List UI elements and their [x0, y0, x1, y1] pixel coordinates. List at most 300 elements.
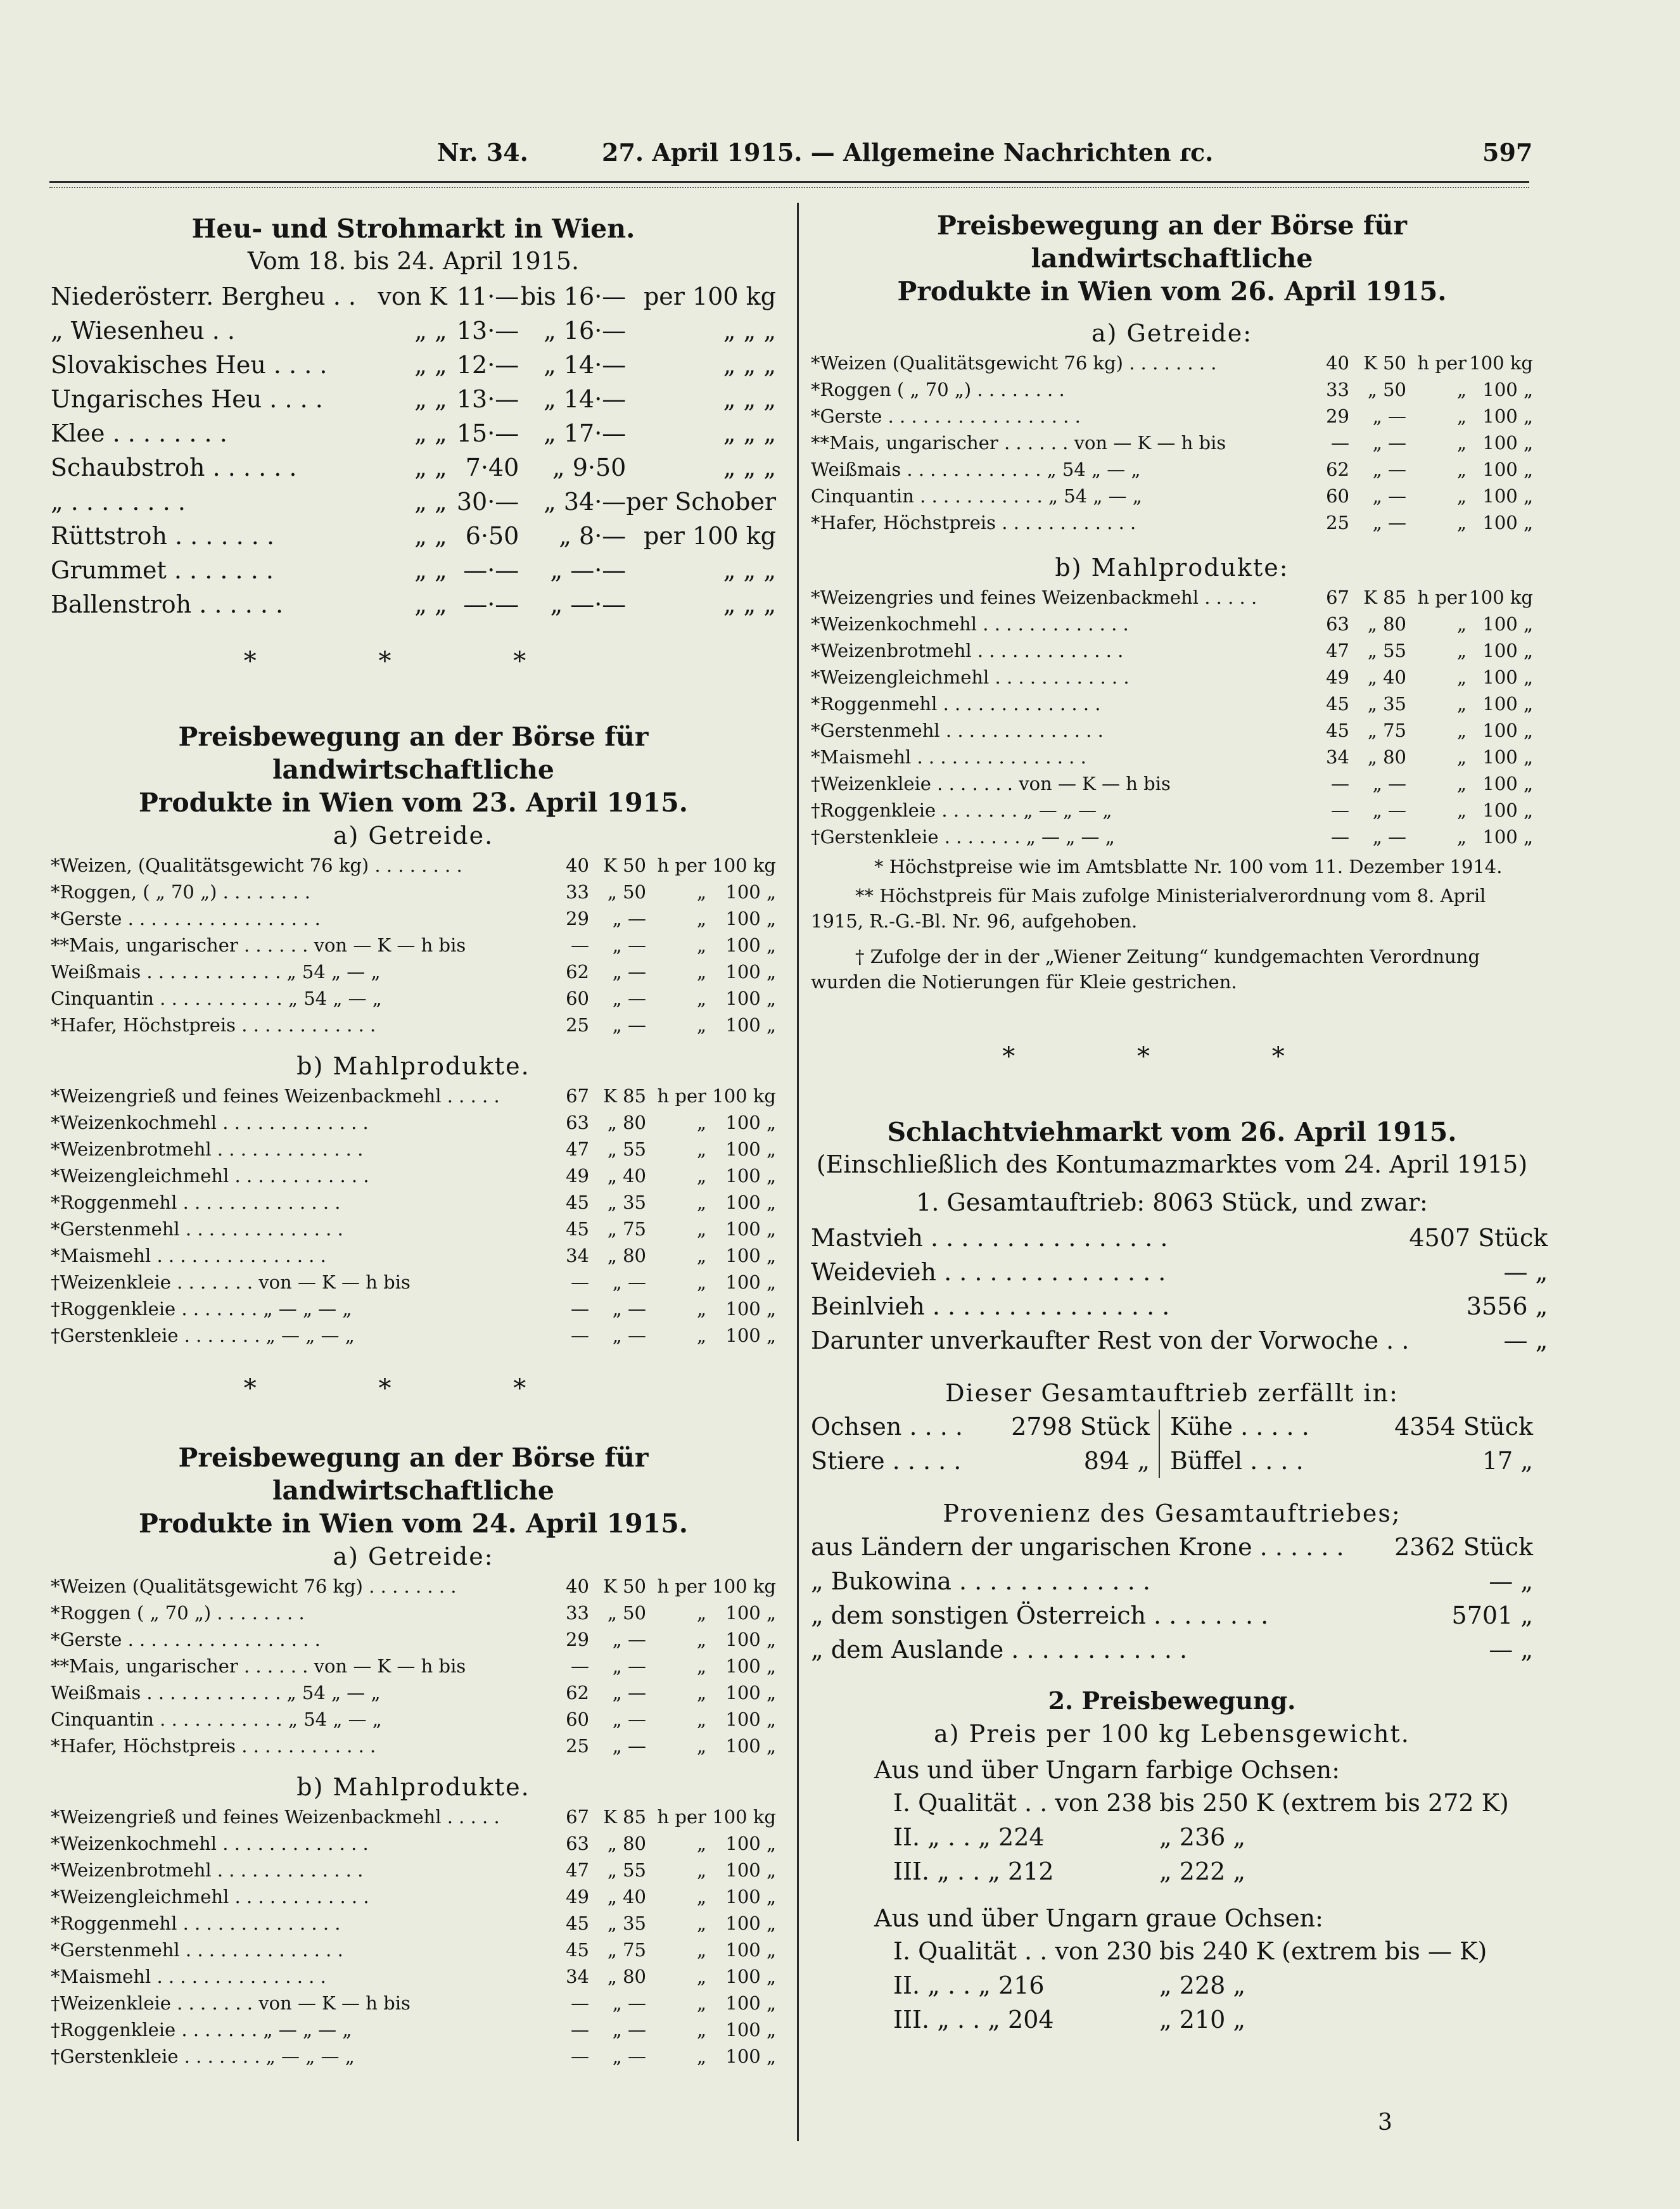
p26-getreide-row-cell: 100 „	[1482, 432, 1533, 454]
p24-mahl-row-cell: 67	[566, 1806, 589, 1828]
p26-getreide-row-cell: „	[1456, 405, 1467, 427]
p26-mahl-row-cell: „	[1456, 693, 1467, 715]
p24-mahl-row	[51, 1963, 776, 1990]
p24-getreide-row-cell: *Gerste . . . . . . . . . . . . . . . . .	[51, 1629, 321, 1650]
p24-mahl-row	[51, 1910, 776, 1937]
p24-mahl-row-cell: „ 80	[607, 1833, 646, 1854]
p26-getreide-row	[811, 350, 1533, 376]
p24-mahl-row-cell: „ 40	[607, 1886, 646, 1907]
hay-row-cell: Ungarisches Heu . . . .	[51, 385, 323, 413]
p24-mahl-row-cell: 100 „	[725, 1992, 776, 2014]
p23-getreide-row-cell: 100 kg	[712, 855, 776, 876]
p23-mahl-row-cell: 45	[566, 1192, 589, 1213]
p23-mahl-row-cell: *Weizengleichmehl . . . . . . . . . . . .	[51, 1165, 369, 1187]
p24-mahl-row-cell: —	[571, 1992, 589, 2014]
hay-row	[51, 416, 776, 450]
p23-getreide-row	[51, 852, 776, 879]
p26-getreide-row	[811, 376, 1533, 403]
p26-mahl-row	[811, 797, 1533, 824]
p26-getreide-row	[811, 430, 1533, 456]
p26-mahl-row-cell: 45	[1326, 693, 1349, 715]
p24-mahl-row	[51, 1804, 776, 1830]
p26-mahl-row-cell: †Roggenkleie . . . . . . . „ — „ — „	[811, 799, 1112, 821]
p23-getreide-row-cell: „	[696, 961, 706, 983]
p26-mahl-row-cell: 100 „	[1482, 613, 1533, 635]
hay-row-cell: „ „	[414, 488, 447, 516]
p26-mahl-row-cell: „ —	[1372, 826, 1406, 848]
p26-getreide-row-cell: 60	[1326, 485, 1349, 507]
grau-row-cell: „ 210 „	[1159, 2006, 1246, 2034]
hay-row-cell: „ 9·50	[552, 454, 627, 481]
hay-row-cell: Schaubstroh . . . . . .	[51, 454, 297, 481]
p23-getreide-row	[51, 1012, 776, 1038]
p24-getreide-row-cell: 33	[566, 1602, 589, 1624]
hay-row	[51, 587, 776, 621]
hay-row-cell: „ . . . . . . . .	[51, 488, 186, 516]
vieh-prov-row-cell: 2362 Stück	[1394, 1533, 1533, 1561]
p23-getreide-row-cell: „	[696, 988, 706, 1009]
p26-note-3: † Zufolge der in der „Wiener Zeitung“ kundgemachten Verordnung wurden die Notierungen für Kleie gestrichen.	[811, 946, 1480, 993]
farbig-heading: Aus und über Ungarn farbige Ochsen:	[874, 1756, 1340, 1784]
p24-getreide-row-cell: „	[696, 1602, 706, 1624]
p26-mahl-row-cell: *Roggenmehl . . . . . . . . . . . . . .	[811, 693, 1101, 715]
hay-row-cell: „ „ „	[723, 454, 776, 481]
p26-mahl-row-cell: *Weizenkochmehl . . . . . . . . . . . . .	[811, 613, 1129, 635]
p26-getreide-row-cell: „	[1456, 512, 1467, 533]
hay-row-cell: „ „	[414, 385, 447, 413]
p23-title-2: Produkte in Wien vom 23. April 1915.	[138, 787, 688, 818]
hay-row	[51, 279, 776, 314]
p23-mahl-row-cell: 100 „	[725, 1165, 776, 1187]
p23-getreide-row-cell: *Hafer, Höchstpreis . . . . . . . . . . . .	[51, 1014, 376, 1036]
vieh-auftrieb: 1. Gesamtauftrieb: 8063 Stück, und zwar:	[916, 1188, 1428, 1216]
p23-mahl-row-cell: 63	[566, 1112, 589, 1133]
p26-mahl-row-cell: *Weizengries und feines Weizenbackmehl . . . . .	[811, 587, 1257, 608]
vieh-prov-row	[811, 1530, 1533, 1564]
p23-mahl-row-cell: „	[696, 1325, 706, 1346]
p23-getreide-row	[51, 879, 776, 905]
p24-getreide-row-cell: —	[571, 1655, 589, 1677]
grau-row-cell: bis 240 K (extrem bis — K)	[1159, 1937, 1487, 1965]
p23-getreide-row-cell: „ 50	[607, 881, 646, 903]
p26-mahl-row-cell: „ 35	[1367, 693, 1406, 715]
p23-mahl-row-cell: 100 kg	[712, 1085, 776, 1107]
p23-mahl-row-cell: „ —	[612, 1298, 646, 1320]
vieh-provenienz: Provenienz des Gesamtauftriebes;	[943, 1499, 1401, 1527]
hay-row-cell: „ 16·—	[544, 317, 627, 345]
p24-mahl-row	[51, 1857, 776, 1883]
p24-mahl-row-cell: 100 „	[725, 1939, 776, 1961]
hay-row-cell: Niederösterr. Bergheu . .	[51, 283, 356, 310]
p26-getreide-row-cell: „	[1456, 379, 1467, 400]
p24-getreide-row	[51, 1733, 776, 1759]
p26-mahl-table	[811, 584, 1533, 850]
p26-mahl-row-cell: h per	[1417, 587, 1467, 608]
p24-mahl-row-cell: h per	[657, 1806, 706, 1828]
p26-mahl-row-cell: *Gerstenmehl . . . . . . . . . . . . . .	[811, 720, 1104, 741]
p24-getreide-row-cell: 100 „	[725, 1629, 776, 1650]
signature-mark: 3	[1378, 2110, 1392, 2136]
hay-row-cell: 15·—	[456, 419, 519, 447]
hay-row-cell: 6·50	[465, 522, 519, 550]
p23-mahl-row-cell: 34	[566, 1245, 589, 1266]
vieh-row-cell: Beinlvieh . . . . . . . . . . . . . . . .	[811, 1292, 1170, 1320]
hay-row-cell: Grummet . . . . . . .	[51, 556, 274, 584]
farbig-row-cell: I. Qualität . . von 238	[893, 1789, 1152, 1817]
p23-mahl-row-cell: 100 „	[725, 1218, 776, 1240]
p24-mahl-row-cell: „	[696, 1992, 706, 2014]
p23-title-1: Preisbewegung an der Börse für landwirtschaftliche	[178, 722, 649, 785]
hay-row-cell: „ „ „	[723, 419, 776, 447]
p26-getreide-row-cell: —	[1331, 432, 1349, 454]
p24-mahl-row-cell: 100 „	[725, 1913, 776, 1934]
p24-mahl-row-cell: K 85	[603, 1806, 646, 1828]
hay-row-cell: „ „	[414, 556, 447, 584]
p23-mahl-row-cell: *Weizengrieß und feines Weizenbackmehl . . . . .	[51, 1085, 500, 1107]
farbig-row-cell: bis 250 K (extrem bis 272 K)	[1159, 1789, 1509, 1817]
p26-getreide-table	[811, 350, 1533, 536]
hay-row	[51, 485, 776, 519]
hay-row-cell: Ballenstroh . . . . . .	[51, 590, 284, 618]
hay-row-cell: 30·—	[456, 488, 519, 516]
p26-mahl-row-cell: 45	[1326, 720, 1349, 741]
p26-getreide-row-cell: „	[1456, 432, 1467, 454]
grau-row	[893, 1968, 1527, 2002]
p24-mahl-row-cell: „ 35	[607, 1913, 646, 1934]
p26-note-2: ** Höchstpreis für Mais zufolge Ministerialverordnung vom 8. April 1915, R.-G.-Bl. Nr. 96, aufgehoben.	[811, 885, 1486, 932]
p24-getreide-row-cell: 29	[566, 1629, 589, 1650]
vieh-row-cell: — „	[1503, 1258, 1548, 1286]
p24-mahl-row	[51, 1883, 776, 1910]
p26-getreide-row-cell: *Weizen (Qualitätsgewicht 76 kg) . . . . . . . .	[811, 352, 1217, 374]
hay-row	[51, 348, 776, 382]
grau-row-cell: II. „ . . „ 216	[893, 1971, 1045, 1999]
p23-getreide-row-cell: 29	[566, 908, 589, 929]
p26-mahl-row-cell: „ 75	[1367, 720, 1406, 741]
p24-title-1: Preisbewegung an der Börse für landwirtschaftliche	[178, 1442, 649, 1506]
p26-mahl-row-cell: 100 „	[1482, 666, 1533, 688]
vieh-prov-row-cell: aus Ländern der ungarischen Krone . . . . . .	[811, 1533, 1344, 1561]
p23-mahl-row-cell: —	[571, 1325, 589, 1346]
hay-row-cell: Slovakisches Heu . . . .	[51, 351, 328, 379]
p23-getreide-row-cell: „	[696, 934, 706, 956]
vieh-split-row-cell: 17 „	[1482, 1447, 1533, 1475]
p24-getreide-row-cell: K 50	[603, 1576, 646, 1597]
p23-mahl-row-cell: „	[696, 1245, 706, 1266]
p24-mahl-row-cell: 47	[566, 1859, 589, 1881]
p24-mahl-row-cell: „	[696, 1966, 706, 1987]
p26-mahl-row-cell: 100 „	[1482, 640, 1533, 661]
p26-getreide-row-cell: „	[1456, 485, 1467, 507]
p26-getreide-row-cell: „ —	[1372, 485, 1406, 507]
p23-mahl-row	[51, 1083, 776, 1109]
p26-mahl-row-cell: 47	[1326, 640, 1349, 661]
farbig-row	[893, 1786, 1527, 1820]
farbig-row	[893, 1854, 1527, 1888]
p26-getreide-row-cell: h per	[1417, 352, 1467, 374]
vieh-prov-row-cell: „ dem Auslande . . . . . . . . . . . .	[811, 1636, 1188, 1664]
hay-row-cell: Klee . . . . . . . .	[51, 419, 227, 447]
p23-mahl-row-cell: „	[696, 1298, 706, 1320]
p23-getreide-row-cell: 100 „	[725, 961, 776, 983]
p23-getreide-row-cell: 25	[566, 1014, 589, 1036]
p23-mahl-row-cell: „ 80	[607, 1112, 646, 1133]
p23-mahl-row-cell: „	[696, 1271, 706, 1293]
vieh-split-row	[811, 1410, 1533, 1444]
vieh-prov-row-cell: „ dem sonstigen Österreich . . . . . . . .	[811, 1601, 1269, 1629]
p23-getreide-row-cell: *Weizen, (Qualitätsgewicht 76 kg) . . . . . . . .	[51, 855, 462, 876]
p24-getreide-row-cell: 100 „	[725, 1602, 776, 1624]
p26-getreide-row-cell: *Roggen ( „ 70 „) . . . . . . . .	[811, 379, 1065, 400]
hay-row-cell: „ 17·—	[544, 419, 627, 447]
p23-mahl-row-cell: „ 75	[607, 1218, 646, 1240]
hay-row-cell: „ „	[414, 419, 447, 447]
p23-mahl-row-cell: „ 40	[607, 1165, 646, 1187]
vieh-row-cell: 4507 Stück	[1409, 1224, 1548, 1252]
header-rule	[49, 181, 1529, 188]
p24-getreide-row-cell: „ 50	[607, 1602, 646, 1624]
p23-getreide-table	[51, 852, 776, 1038]
hay-row-cell: „ 14·—	[544, 385, 627, 413]
p23-getreide-row-cell: „ —	[612, 988, 646, 1009]
left-column	[51, 212, 776, 2070]
p26-getreide-row-cell: „ —	[1372, 432, 1406, 454]
p23-mahl-heading: b) Mahlprodukte.	[296, 1052, 530, 1080]
p26-mahl-row-cell: „	[1456, 666, 1467, 688]
p24-getreide-row-cell: *Weizen (Qualitätsgewicht 76 kg) . . . . . . . .	[51, 1576, 457, 1597]
p24-mahl-row-cell: „	[696, 2019, 706, 2040]
p24-mahl-row-cell: —	[571, 2046, 589, 2067]
column-divider	[797, 203, 799, 2141]
p24-getreide-row-cell: Cinquantin . . . . . . . . . . . „ 54 „ — „	[51, 1709, 382, 1730]
p26-getreide-row	[811, 483, 1533, 509]
p23-getreide-row-cell: h per	[657, 855, 706, 876]
p26-getreide-row-cell: 29	[1326, 405, 1349, 427]
hay-row-cell: Rüttstroh . . . . . . .	[51, 522, 275, 550]
p23-getreide-row-cell: 100 „	[725, 934, 776, 956]
hay-row-cell: —·—	[463, 556, 519, 584]
vieh-title: Schlachtviehmarkt vom 26. April 1915.	[887, 1117, 1457, 1147]
hay-row-cell: 13·—	[456, 317, 519, 345]
p26-mahl-row-cell: †Gerstenkleie . . . . . . . „ — „ — „	[811, 826, 1115, 848]
p24-getreide-row-cell: „	[696, 1682, 706, 1703]
p24-getreide-row	[51, 1706, 776, 1733]
p24-getreide-row-cell: h per	[657, 1576, 706, 1597]
p23-mahl-row-cell: †Weizenkleie . . . . . . . von — K — h bis	[51, 1271, 410, 1293]
p26-mahl-row-cell: 49	[1326, 666, 1349, 688]
p24-mahl-row-cell: *Weizenbrotmehl . . . . . . . . . . . . .	[51, 1859, 364, 1881]
p24-mahl-row-cell: „ —	[612, 2019, 646, 2040]
p26-mahl-row-cell: 100 „	[1482, 799, 1533, 821]
p23-getreide-row-cell: —	[571, 934, 589, 956]
p24-getreide-heading: a) Getreide:	[333, 1543, 494, 1570]
p23-mahl-row-cell: *Weizenkochmehl . . . . . . . . . . . . .	[51, 1112, 369, 1133]
p24-mahl-row-cell: „ 55	[607, 1859, 646, 1881]
p23-getreide-row-cell: Cinquantin . . . . . . . . . . . „ 54 „ — „	[51, 988, 382, 1009]
vieh-row	[811, 1221, 1548, 1255]
p26-mahl-row-cell: *Weizenbrotmehl . . . . . . . . . . . . .	[811, 640, 1124, 661]
p26-mahl-row-cell: K 85	[1363, 587, 1406, 608]
p23-getreide-row-cell: **Mais, ungarischer . . . . . . von — K — h bis	[51, 934, 466, 956]
hay-row-cell: 12·—	[456, 351, 519, 379]
p24-getreide-row	[51, 1573, 776, 1600]
p26-mahl-row	[811, 584, 1533, 611]
p23-getreide-row-cell: „ —	[612, 1014, 646, 1036]
p23-mahl-row	[51, 1295, 776, 1322]
p23-mahl-row-cell: —	[571, 1298, 589, 1320]
p23-mahl-row-cell: †Roggenkleie . . . . . . . „ — „ — „	[51, 1298, 352, 1320]
hay-row-cell: „ „	[414, 454, 447, 481]
p24-getreide-row-cell: *Roggen ( „ 70 „) . . . . . . . .	[51, 1602, 305, 1624]
p23-mahl-row-cell: „ 55	[607, 1138, 646, 1160]
p24-getreide-row-cell: 40	[566, 1576, 589, 1597]
vieh-split-row-cell: Stiere . . . . .	[811, 1447, 962, 1475]
stars-2: * * *	[243, 1374, 583, 1403]
p24-mahl-row-cell: 100 kg	[712, 1806, 776, 1828]
p23-mahl-row-cell: *Gerstenmehl . . . . . . . . . . . . . .	[51, 1218, 343, 1240]
p24-getreide-row	[51, 1653, 776, 1679]
p24-getreide-row-cell: 62	[566, 1682, 589, 1703]
page-header-title: 27. April 1915. — Allgemeine Nachrichten ɾc.	[602, 138, 1214, 167]
vieh-prov-table	[811, 1530, 1533, 1667]
p26-getreide-row-cell: 100 „	[1482, 459, 1533, 480]
grau-row-cell: „ 228 „	[1159, 1971, 1246, 1999]
p24-getreide-row-cell: „ —	[612, 1735, 646, 1757]
p24-mahl-row-cell: „	[696, 1939, 706, 1961]
p23-getreide-row-cell: „	[696, 1014, 706, 1036]
p23-getreide-row-cell: 62	[566, 961, 589, 983]
hay-row-cell: „ 34·—	[544, 488, 627, 516]
p23-mahl-row-cell: „	[696, 1192, 706, 1213]
p24-mahl-row-cell: *Weizengrieß und feines Weizenbackmehl . . . . .	[51, 1806, 500, 1828]
p23-getreide-row	[51, 985, 776, 1012]
p26-mahl-row-cell: †Weizenkleie . . . . . . . von — K — h bis	[811, 773, 1171, 794]
p24-mahl-row-cell: 49	[566, 1886, 589, 1907]
p26-mahl-row	[811, 770, 1533, 797]
p23-mahl-row-cell: „ 35	[607, 1192, 646, 1213]
p26-getreide-row-cell: K 50	[1363, 352, 1406, 374]
hay-table	[51, 279, 776, 621]
p24-getreide-row	[51, 1600, 776, 1626]
preis-subtitle: a) Preis per 100 kg Lebensgewicht.	[934, 1720, 1410, 1748]
p24-mahl-row-cell: 63	[566, 1833, 589, 1854]
p24-getreide-row-cell: „	[696, 1655, 706, 1677]
p26-getreide-row-cell: 100 „	[1482, 379, 1533, 400]
p26-getreide-row-cell: *Gerste . . . . . . . . . . . . . . . . .	[811, 405, 1081, 427]
p24-mahl-row-cell: †Roggenkleie . . . . . . . „ — „ — „	[51, 2019, 352, 2040]
hay-row-cell: „ Wiesenheu . .	[51, 317, 236, 345]
p24-getreide-row-cell: 60	[566, 1709, 589, 1730]
p26-mahl-row-cell: „	[1456, 746, 1467, 768]
p23-getreide-heading: a) Getreide.	[333, 822, 494, 850]
p23-mahl-row-cell: 47	[566, 1138, 589, 1160]
p26-mahl-row-cell: 100 „	[1482, 773, 1533, 794]
p23-getreide-row-cell: 100 „	[725, 1014, 776, 1036]
p23-mahl-row-cell: 49	[566, 1165, 589, 1187]
p23-mahl-row	[51, 1322, 776, 1349]
p26-mahl-row-cell: „ —	[1372, 773, 1406, 794]
p24-mahl-row-cell: „ 75	[607, 1939, 646, 1961]
hay-row-cell: 7·40	[465, 454, 519, 481]
p24-mahl-heading: b) Mahlprodukte.	[296, 1773, 530, 1801]
p23-mahl-row-cell: 100 „	[725, 1112, 776, 1133]
vieh-split-row-cell: Ochsen . . . .	[811, 1413, 964, 1441]
p26-mahl-row-cell: „	[1456, 640, 1467, 661]
p24-mahl-row	[51, 2016, 776, 2043]
p26-mahl-row-cell: *Maismehl . . . . . . . . . . . . . . .	[811, 746, 1086, 768]
right-column	[811, 209, 1548, 2037]
farbig-table	[893, 1786, 1527, 1888]
p24-getreide-row	[51, 1626, 776, 1653]
farbig-row-cell: II. „ . . „ 224	[893, 1823, 1045, 1851]
p23-getreide-row-cell: *Roggen, ( „ 70 „) . . . . . . . .	[51, 881, 310, 903]
p23-mahl-row-cell: *Maismehl . . . . . . . . . . . . . . .	[51, 1245, 326, 1266]
vieh-split-row-cell: 2798 Stück	[1001, 1410, 1159, 1444]
p26-mahl-row-cell: „	[1456, 613, 1467, 635]
p23-mahl-row-cell: K 85	[603, 1085, 646, 1107]
p26-mahl-row	[811, 611, 1533, 637]
p24-mahl-table	[51, 1804, 776, 2070]
hay-row	[51, 519, 776, 553]
p24-mahl-row-cell: 100 „	[725, 1886, 776, 1907]
p26-getreide-row-cell: 100 „	[1482, 485, 1533, 507]
p26-mahl-row-cell: „ 80	[1367, 613, 1406, 635]
vieh-prov-row-cell: 5701 „	[1451, 1601, 1533, 1629]
p24-getreide-row-cell: 25	[566, 1735, 589, 1757]
p24-getreide-row-cell: „	[696, 1629, 706, 1650]
p23-mahl-row	[51, 1136, 776, 1162]
p24-mahl-row-cell: 45	[566, 1939, 589, 1961]
p24-mahl-row-cell: *Weizengleichmehl . . . . . . . . . . . .	[51, 1886, 369, 1907]
p26-title-2: Produkte in Wien vom 26. April 1915.	[897, 276, 1447, 307]
p26-mahl-row	[811, 637, 1533, 664]
p26-mahl-row-cell: „ 55	[1367, 640, 1406, 661]
grau-heading: Aus und über Ungarn graue Ochsen:	[874, 1904, 1323, 1932]
hay-row-cell: per Schober	[626, 488, 776, 516]
hay-subtitle: Vom 18. bis 24. April 1915.	[247, 247, 580, 275]
p26-getreide-row-cell: „	[1456, 459, 1467, 480]
vieh-prov-row	[811, 1633, 1533, 1667]
p24-mahl-row-cell: *Maismehl . . . . . . . . . . . . . . .	[51, 1966, 326, 1987]
p23-mahl-row-cell: „ —	[612, 1325, 646, 1346]
p24-getreide-row-cell: „ —	[612, 1709, 646, 1730]
p24-getreide-row-cell: 100 „	[725, 1655, 776, 1677]
p23-getreide-row-cell: 40	[566, 855, 589, 876]
p24-mahl-row-cell: „ —	[612, 1992, 646, 2014]
grau-row-cell: III. „ . . „ 204	[893, 2006, 1054, 2034]
p24-getreide-row-cell: 100 „	[725, 1709, 776, 1730]
p24-mahl-row-cell: 100 „	[725, 1859, 776, 1881]
vieh-row-cell: Darunter unverkaufter Rest von der Vorwoche . .	[811, 1327, 1410, 1354]
p23-mahl-row-cell: 67	[566, 1085, 589, 1107]
p24-getreide-row-cell: „ —	[612, 1629, 646, 1650]
hay-row-cell: „ „	[414, 590, 447, 618]
p23-mahl-row-cell: h per	[657, 1085, 706, 1107]
grau-row-cell: I. Qualität . . von 230	[893, 1937, 1152, 1965]
vieh-split-row-cell: 894 „	[1001, 1444, 1159, 1478]
page-number: 597	[1482, 138, 1533, 167]
p23-getreide-row-cell: „ —	[612, 934, 646, 956]
p24-mahl-row-cell: 100 „	[725, 2046, 776, 2067]
p23-mahl-row-cell: 100 „	[725, 1298, 776, 1320]
hay-title: Heu- und Strohmarkt in Wien.	[191, 213, 635, 244]
p26-getreide-row-cell: *Hafer, Höchstpreis . . . . . . . . . . . .	[811, 512, 1136, 533]
vieh-split-table	[811, 1410, 1533, 1478]
hay-row-cell: „ „ „	[723, 590, 776, 618]
p23-getreide-row-cell: „	[696, 881, 706, 903]
p23-getreide-row-cell: „	[696, 908, 706, 929]
p26-getreide-row	[811, 403, 1533, 430]
